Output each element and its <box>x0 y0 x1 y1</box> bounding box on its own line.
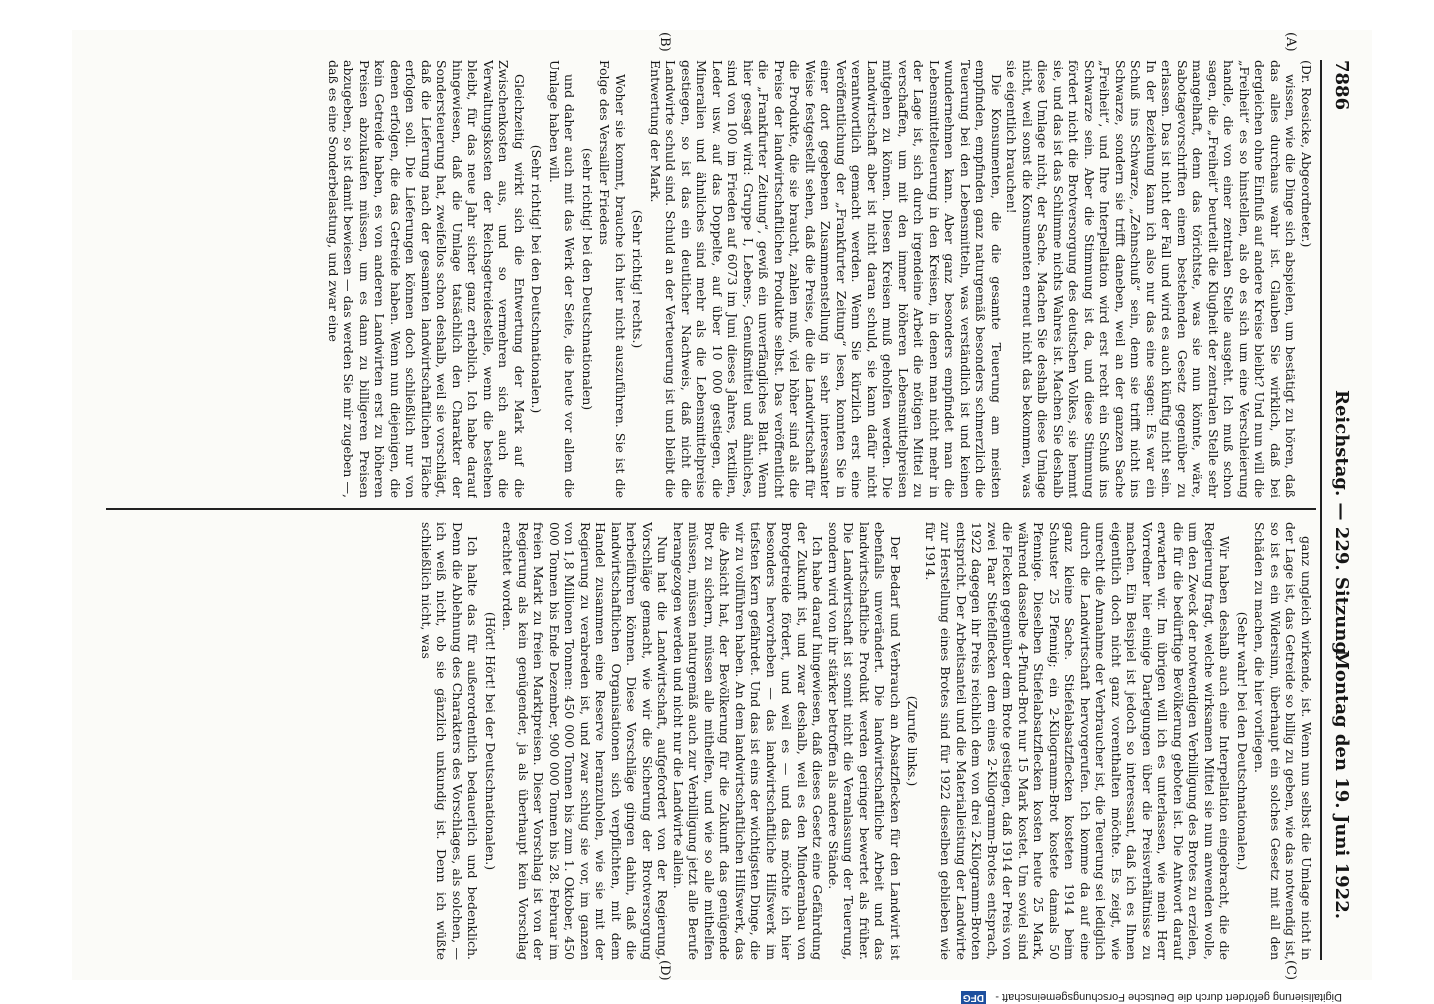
margin-mark-c: (C) <box>1283 960 1298 981</box>
paragraph: ganz ungleich wirkende, ist. Wenn nun selbst die Umlage nicht in der Lage ist, das Getreide so billig zu geben, wie das notwendig ist, so ist es ein Widersinn, überhaupt ein solches Gesetz mit all den Schäden zu machen, die hier vorliegen. <box>1252 522 1314 960</box>
paragraph: wissen, wie die Dinge sich abspielen, um bestätigt zu hören, daß das alles durchaus wahr ist. Glauben Sie wirklich, daß bei dergleichen ohne Einfluß auf andere Kreise bleibt? Und nun will die „Freiheit“ es so hinstellen, als ob es sich um eine Verschleierung handle, die von einer zentralen Stelle ausgeht. Ich muß schon sagen, die „Freiheit“ beurteilt die Klugheit der zentralen Stelle sehr mangelhaft, denn das törichtste, was sie nun könnte, wäre, Sabotagevorschriften einem bestehenden Gesetz gegenüber zu erlassen. Das ist nicht der Fall und wird es auch künftig nicht sein. In der Beziehung kann ich also nur das eine sagen: Es war ein Schuß ins Schwarze, „Zehnschuß“ sein, denn sie trifft nicht ins Schwarze, sondern sie trifft daneben, weil an der ganzen Sache „Freiheit“, und Ihre Interpellation wird erst recht ein Schuß ins Schwarze sein. Aber die Stimmung ist da, und diese Stimmung fördert nicht die Brotversorgung des deutschen Volkes, sie hemmt sie, und das ist das Schlimme nichts Wahres ist. Machen Sie deshalb diese Umlage nicht, der Sache. Machen Sie deshalb diese Umlage nicht, weil sonst die Konsumenten erneut nicht das bekommen, was sie eigentlich brauchen! <box>1004 60 1299 498</box>
dfg-logo: DFG <box>963 992 985 1003</box>
paragraph: Nun hat die Landwirtschaft, aufgefordert von der Regierung, Vorschläge gemacht, wie wir die Sicherung der Brotversorgung herbeiführen können. Diese Vorschläge gingen dahin, daß die landwirtschaftlichen Organisationen sich verpflichten, mit dem Handel zusammen eine Reserve heranzuholen, wie sie mit der Regierung zu verabreden ist, und zwar schlug sie vor, im ganzen von 1,8 Millionen Tonnen: 450 000 Tonnen bis zum 1. Oktober, 450 000 Tonnen bis Ende Dezember, 900 000 Tonnen bis 28. Februar im freien Markt zu freien Marktpreisen. Dieser Vorschlag ist von der Regierung als kein genügender, ja als überhaupt kein Vorschlag erachtet worden. <box>500 522 671 960</box>
header-session: Reichstag. — 229. Sitzung. <box>1331 390 1352 661</box>
speaker-label: (Dr. Roesicke, Abgeordneter.) <box>1299 60 1314 248</box>
header-rule <box>1320 60 1322 960</box>
paragraph: Ich halte das für außerordentlich bedauerlich und bedenklich. Denn die Ablehnung des Charakters des Vorschlages, als solchen, — ich weiß nicht, ob sie gänzlich unkundig ist. Denn ich wüßte schließlich nicht, was <box>419 522 481 960</box>
paragraph: Gleichzeitig wirkt sich die Entwertung der Mark auf die Zwischenkosten aus, und so vermehren sich auch die Verwaltungskosten der Reichsgetreidestelle, wenn die bestehen bleibt, für das neue Jahr sicher ganz erheblich. Ich habe darauf hingewiesen, daß die Umlage tatsächlich den Charakter der Sondersteuerung hat, zweifellos schon deshalb, weil sie vorschlägt, daß die Lieferung nach der gesamten landwirtschaftlichen Fläche erfolgen soll. Die Lieferungen können doch schließlich nur von denen erfolgen, die das Getreide haben. Wenn nun diejenigen, die kein Getreide haben, es von anderen Landwirten erst zu höheren Preisen abzukaufen müssen, um es dann zu billigeren Preisen abzugeben, so ist damit bewiesen — das werden Sie mir zugeben —, daß es eine Sonderbelastung, und zwar eine <box>326 60 527 498</box>
paragraph: Wir haben deshalb auch eine Interpellation eingebracht, die die Regierung fragt, welche wirksamen Mittel sie nun anwenden wolle, um den Zweck der notwendigen Verbilligung des Brotes zu erzielen, die für die bedürftige Bevölkerung geboten ist. Die Antwort darauf erwarten wir. Im übrigen will ich es unterlassen, wie mein Herr Vorredner hier einige Darlegungen über die Preisverhältnisse zu machen. Ein Beispiel ist jedoch so interessant, daß ich es Ihnen eigentlich doch nicht ganz vorenthalten möchte. Es zeigt, wie unrecht die Annahme der Verbraucher ist, die Teuerung sei lediglich durch die Landwirtschaft hervorgerufen. Ich komme da auf eine ganz kleine Sache. Stiefelabsatzflecken kosteten 1914 beim Schuster 25 Pfennig; ein 2-Kilogramm-Brot kostete damals 50 Pfennige. Dieselben Stiefelabsatzflecken kosten heute 25 Mark, während dasselbe 4-Pfund-Brot nur 15 Mark kostet. Um soviel sind die Flecken gegenüber dem Brote gestiegen, daß 1914 der Preis von zwei Paar Stiefelflecken dem eines 2-Kilogramm-Brotes entsprach, 1922 dagegen ihr Preis reichlich dem von drei 2-Kilogramm-Broten entspricht. Der Arbeitsanteil und die Materialleistung der Landwirte zur Herstellung eines Brotes sind für 1922 dieselben geblieben wie für 1914. <box>923 522 1233 960</box>
paragraph: und daher auch mit das Werk der Seite, die heute vor allem die Umlage haben will. <box>547 60 578 498</box>
interjection: (Sehr richtig! rechts.) <box>630 209 646 349</box>
paragraph: Der Bedarf und Verbrauch an Absatzflecken für den Landwirt ist ebenfalls unverändert. Die landwirtschaftliche Arbeit und das landwirtschaftliche Produkt werden geringer bewertet als früher. Die Landwirtschaft ist somit nicht die Veranlassung der Teuerung, sondern wird von ihr stärker betroffen als andere Stände. <box>826 522 903 960</box>
scanned-page <box>72 30 1372 1003</box>
interjection: (Sehr wahr! bei den Deutschnationalen.) <box>1235 611 1250 871</box>
page-header <box>1328 60 1352 960</box>
interjection: (Zurufe links.) <box>905 695 921 787</box>
left-column <box>104 60 1314 498</box>
margin-mark-a: (A) <box>1283 32 1298 52</box>
interjection: (sehr richtig! bei den Deutschnationalen) <box>580 147 595 411</box>
paragraph: Woher sie kommt, brauche ich hier nicht auszuführen. Sie ist die Folge des Versailler Friedens <box>597 60 628 498</box>
header-date: Montag den 19. Juni 1922. <box>1331 650 1352 919</box>
interjection: (Sehr richtig! bei den Deutschnationalen.) <box>529 144 545 414</box>
page-number: 7886 <box>1331 60 1352 111</box>
margin-mark-b: (B) <box>657 32 672 52</box>
paragraph: Ich habe darauf hingewiesen, daß dieses Gesetz eine Gefährdung der Zukunft ist, und zwar deshalb, weil es den Minderanbau von Brotgetreide fördert, und weil es — und das möchte ich hier besonders hervorheben — das landwirtschaftliche Hilfswerk im tiefsten Kern gefährdet. Und das ist eins der wichtigsten Dinge, die wir zu vollführen haben. An dem landwirtschaftlichen Hilfswerk, das die Absicht hat, der Bevölkerung für die Zukunft das genügende Brot zu sichern, müssen alle mithelfen, und wie so alle mithelfen müssen, müssen naturgemäß auch zur Verbilligung jetzt alle Berufe herangezogen werden und nicht nur die Landwirte allein. <box>671 522 826 960</box>
column-divider <box>106 508 1316 510</box>
right-column <box>104 522 1314 960</box>
paragraph: Die Konsumenten, die die gesamte Teuerung am meisten empfinden, empfinden ganz naturgemäß besonders schmerzlich die Teuerung bei den Lebensmitteln, was verständlich ist und keinen wundernehmen kann. Aber ganz besonders empfindet man die Lebensmittelteuerung in den Kreisen, in denen man nicht mehr in der Lage ist, sich durch irgendeine Arbeit die nötigen Mittel zu verschaffen, um mit den immer höheren Lebensmittelpreisen mitgehen zu können. Diesen Kreisen muß geholfen werden. Die Landwirtschaft aber ist nicht daran schuld, sie kann dafür nicht verantwortlich gemacht werden. Wenn Sie kürzlich erst eine Veröffentlichung der „Frankfurter Zeitung“ lesen, konnten Sie in einer dort gegebenen Zusammenstellung in sehr interessanter Weise festgestellt sehen, daß die Preise, die die Landwirtschaft für die Produkte, die sie braucht, zahlen muß, viel höher sind als die Preise der landwirtschaftlichen Produkte selbst. Das veröffentlicht die „Frankfurter Zeitung“, gewiß ein unverfängliches Blatt. Wenn hier gesagt wird: Gruppe I, Lebens-, Genußmittel und ähnliches, sind von 100 im Frieden auf 6073 im Juni dieses Jahres, Textilien, Leder usw. auf das Doppelte, auf über 10 000 gestiegen, die Mineralien und ähnliches sind mehr als die Lebensmittelpreise gestiegen, so ist das ein deutlicher Nachweis, daß nicht die Landwirte schuld sind. Schuld an der Verteuerung ist und bleibt die Entwertung der Mark. <box>648 60 1004 498</box>
digitization-credit <box>122 982 1342 1004</box>
interjection: (Hört! Hört! bei der Deutschnationalen.) <box>483 611 498 871</box>
margin-mark-d: (D) <box>657 960 672 981</box>
credit-text: Digitalisierung gefördert durch die Deutsche Forschungsgemeinschaft - <box>995 991 1342 1003</box>
